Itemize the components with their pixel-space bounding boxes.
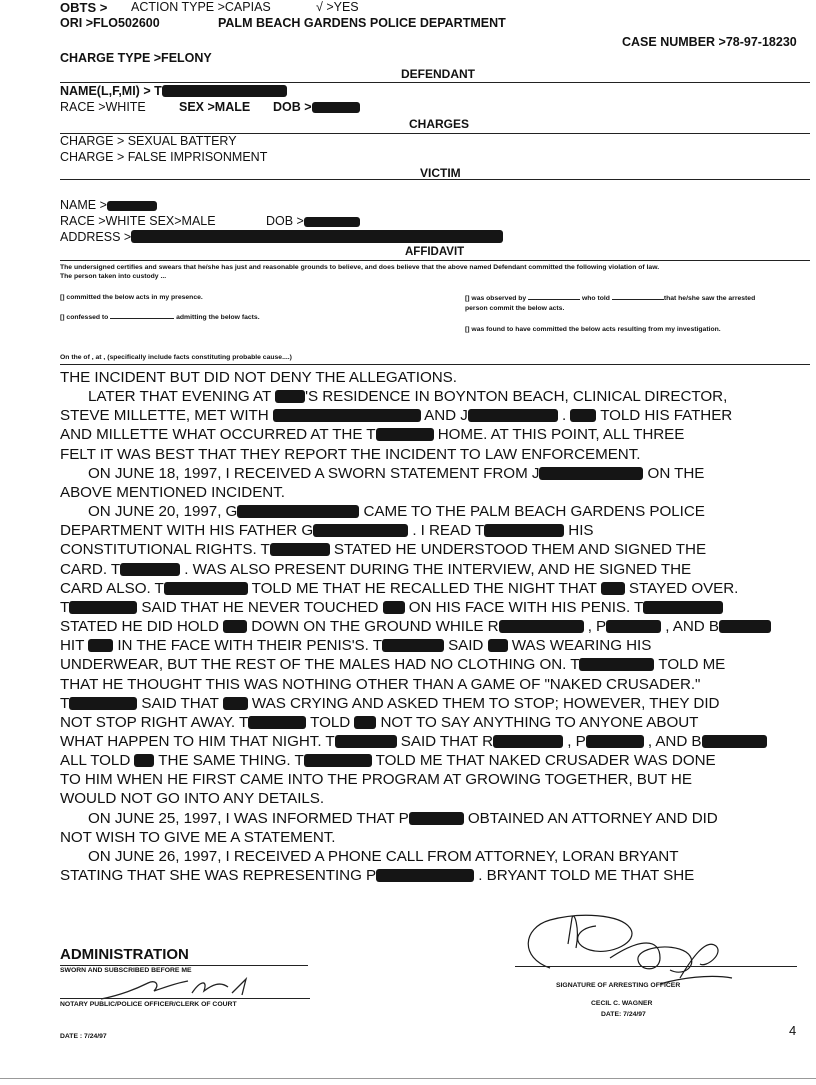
redaction-block	[539, 467, 643, 480]
victim-dob-row	[266, 214, 360, 228]
narrative-line: TO HIM WHEN HE FIRST CAME INTO THE PROGRAM AT GROWING TOGETHER, BUT HE	[60, 771, 692, 789]
administration-title: ADMINISTRATION	[60, 946, 189, 963]
defendant-name-row	[60, 84, 287, 98]
affidavit-title: AFFIDAVIT	[405, 246, 465, 258]
blank-line	[528, 299, 580, 300]
narrative-line: UNDERWEAR, BUT THE REST OF THE MALES HAD NO CLOTHING ON. T TOLD ME	[60, 656, 726, 674]
narrative-line: CONSTITUTIONAL RIGHTS. T STATED HE UNDERSTOOD THEM AND SIGNED THE	[60, 541, 707, 559]
divider	[60, 179, 810, 180]
narrative-line: LATER THAT EVENING AT 'S RESIDENCE IN BOYNTON BEACH, CLINICAL DIRECTOR,	[88, 388, 728, 406]
officer-date: DATE: 7/24/97	[601, 1011, 646, 1018]
redaction-block	[484, 524, 564, 537]
redaction-block	[107, 201, 157, 211]
option-found: [] was found to have committed the below acts resulting from my investigation.	[465, 326, 721, 333]
redaction-block	[273, 409, 421, 422]
narrative-line: ABOVE MENTIONED INCIDENT.	[60, 483, 285, 501]
redaction-block	[570, 409, 596, 422]
redaction-block	[162, 85, 287, 97]
narrative-line: STATING THAT SHE WAS REPRESENTING P . BRYANT TOLD ME THAT SHE	[60, 867, 695, 885]
divider	[60, 364, 810, 365]
redaction-block	[354, 716, 376, 729]
redaction-block	[606, 620, 661, 633]
narrative-line: CARD ALSO. T TOLD ME THAT HE RECALLED THE NIGHT THAT STAYED OVER.	[60, 579, 739, 597]
redaction-block	[409, 812, 464, 825]
narrative-line: ON JUNE 20, 1997, G CAME TO THE PALM BEACH GARDENS POLICE	[88, 503, 705, 521]
defendant-title: DEFENDANT	[401, 67, 475, 81]
blank-line	[612, 299, 664, 300]
affidavit-intro: The undersigned certifies and swears that he/she has just and reasonable grounds to believe, and does believe that the above named Defendant committed the following violation of law.	[60, 264, 660, 271]
redaction-block	[719, 620, 771, 633]
defendant-name-label: NAME(L,F,MI) > T	[60, 84, 162, 98]
narrative-line: THE INCIDENT BUT DID NOT DENY THE ALLEGATIONS.	[60, 369, 457, 386]
page-edge	[0, 1078, 816, 1079]
officer-signature	[510, 898, 750, 994]
redaction-block	[383, 601, 405, 614]
affidavit-intro-custody: The person taken into custody ...	[60, 273, 167, 280]
redaction-block	[248, 716, 306, 729]
narrative-line: AND MILLETTE WHAT OCCURRED AT THE T HOME. AT THIS POINT, ALL THREE	[60, 426, 685, 444]
narrative-line: ON JUNE 26, 1997, I RECEIVED A PHONE CALL FROM ATTORNEY, LORAN BRYANT	[88, 847, 679, 865]
divider	[60, 965, 308, 966]
narrative-line: T SAID THAT HE NEVER TOUCHED ON HIS FACE WITH HIS PENIS. T	[60, 598, 816, 617]
option-observed-told: who told	[581, 295, 610, 302]
narrative-line: STEVE MILLETTE, MET WITH AND J . TOLD HIS FATHER	[60, 407, 733, 425]
option-confessed-text: [] confessed to	[60, 314, 109, 321]
narrative-line: DEPARTMENT WITH HIS FATHER G . I READ T HIS	[60, 522, 594, 540]
narrative-line: WOULD NOT GO INTO ANY DETAILS.	[60, 790, 325, 808]
case-number: CASE NUMBER >78-97-18230	[622, 35, 797, 49]
redaction-block	[382, 639, 444, 652]
redaction-block	[376, 428, 434, 441]
officer-name: CECIL C. WAGNER	[591, 1000, 653, 1007]
sworn-label: SWORN AND SUBSCRIBED BEFORE ME	[60, 967, 192, 974]
defendant-dob-label: DOB >	[273, 100, 312, 114]
redaction-block	[164, 582, 248, 595]
redaction-block	[499, 620, 584, 633]
victim-dob-label: DOB >	[266, 214, 304, 228]
redaction-block	[702, 735, 767, 748]
option-confessed-suffix: admitting the below facts.	[176, 314, 260, 321]
victim-address-row	[60, 230, 503, 244]
narrative-line: THAT HE THOUGHT THIS WAS NOTHING OTHER THAN A GAME OF "NAKED CRUSADER."	[60, 675, 701, 693]
narrative-line: WHAT HAPPEN TO HIM THAT NIGHT. T SAID THAT R , P , AND B	[60, 732, 816, 751]
option-observed-cont: person commit the below acts.	[465, 305, 565, 312]
redaction-block	[120, 563, 180, 576]
victim-name-label: NAME >	[60, 198, 107, 212]
victim-address-label: ADDRESS >	[60, 230, 132, 244]
divider	[60, 998, 310, 999]
narrative-line: NOT STOP RIGHT AWAY. T TOLD NOT TO SAY ANYTHING TO ANYONE ABOUT	[60, 713, 699, 731]
narrative-line: ALL TOLD THE SAME THING. T TOLD ME THAT NAKED CRUSADER WAS DONE	[60, 752, 716, 770]
narrative-line: HIT IN THE FACE WITH THEIR PENIS'S. T SAID WAS WEARING HIS	[60, 637, 652, 655]
ori-field: ORI >FLO502600	[60, 16, 160, 30]
divider	[60, 82, 810, 83]
department-name: PALM BEACH GARDENS POLICE DEPARTMENT	[218, 16, 506, 30]
redaction-block	[312, 102, 360, 113]
narrative-body	[60, 368, 816, 885]
notary-label: NOTARY PUBLIC/POLICE OFFICER/CLERK OF COURT	[60, 1001, 237, 1008]
obts-field	[60, 0, 107, 15]
date-left: DATE : 7/24/97	[60, 1033, 107, 1040]
redaction-block	[270, 543, 330, 556]
redaction-block	[313, 524, 408, 537]
option-observed-saw: that he/she saw the arrested	[663, 295, 756, 302]
redaction-block	[88, 639, 113, 652]
option-in-presence: [] committed the below acts in my presence.	[60, 294, 203, 301]
narrative-line: FELT IT WAS BEST THAT THEY REPORT THE INCIDENT TO LAW ENFORCEMENT.	[60, 445, 641, 463]
option-observed-text: [] was observed by	[465, 295, 527, 302]
redaction-block	[304, 754, 372, 767]
obts-label: OBTS >	[60, 0, 108, 15]
narrative-line: ON JUNE 18, 1997, I RECEIVED A SWORN STATEMENT FROM J ON THE	[88, 464, 705, 482]
victim-race-sex: RACE >WHITE SEX>MALE	[60, 214, 216, 228]
defendant-dob-row	[273, 100, 360, 114]
narrative-line: STATED HE DID HOLD DOWN ON THE GROUND WHILE R , P , AND B	[60, 617, 816, 636]
charge-item: CHARGE > FALSE IMPRISONMENT	[60, 150, 268, 164]
redaction-block	[131, 230, 503, 243]
defendant-race: RACE >WHITE	[60, 100, 146, 114]
redaction-block	[643, 601, 723, 614]
narrative-line: NOT WISH TO GIVE ME A STATEMENT.	[60, 828, 336, 846]
victim-name-row	[60, 198, 157, 212]
redaction-block	[579, 658, 654, 671]
redaction-block	[601, 582, 625, 595]
redaction-block	[304, 217, 360, 227]
signature-label: SIGNATURE OF ARRESTING OFFICER	[556, 982, 681, 989]
victim-title: VICTIM	[420, 166, 461, 180]
redaction-block	[335, 735, 397, 748]
page-number: 4	[789, 1023, 797, 1038]
option-observed	[465, 295, 755, 303]
charge-item: CHARGE > SEXUAL BATTERY	[60, 134, 237, 148]
redaction-block	[488, 639, 508, 652]
redaction-block	[586, 735, 644, 748]
redaction-block	[493, 735, 563, 748]
divider	[515, 966, 797, 967]
yes-mark: √ >YES	[316, 0, 359, 14]
narrative-line: CARD. T . WAS ALSO PRESENT DURING THE INTERVIEW, AND HE SIGNED THE	[60, 560, 692, 578]
redaction-block	[376, 869, 474, 882]
defendant-sex: SEX >MALE	[179, 100, 251, 114]
narrative-line: ON JUNE 25, 1997, I WAS INFORMED THAT P OBTAINED AN ATTORNEY AND DID	[88, 809, 718, 827]
redaction-block	[69, 697, 137, 710]
action-type-field: ACTION TYPE >CAPIAS	[131, 0, 271, 14]
redaction-block	[237, 505, 359, 518]
redaction-block	[69, 601, 137, 614]
redaction-block	[275, 390, 305, 403]
narrative-line: T SAID THAT WAS CRYING AND ASKED THEM TO STOP; HOWEVER, THEY DID	[60, 694, 720, 712]
charges-title: CHARGES	[409, 117, 470, 131]
divider	[60, 260, 810, 261]
redaction-block	[468, 409, 558, 422]
blank-line	[110, 318, 174, 319]
redaction-block	[223, 697, 248, 710]
redaction-block	[134, 754, 154, 767]
charge-type: CHARGE TYPE >FELONY	[60, 51, 212, 65]
facts-label: On the of , at , (specifically include facts constituting probable cause....)	[60, 354, 292, 361]
option-confessed	[60, 314, 260, 322]
redaction-block	[223, 620, 247, 633]
